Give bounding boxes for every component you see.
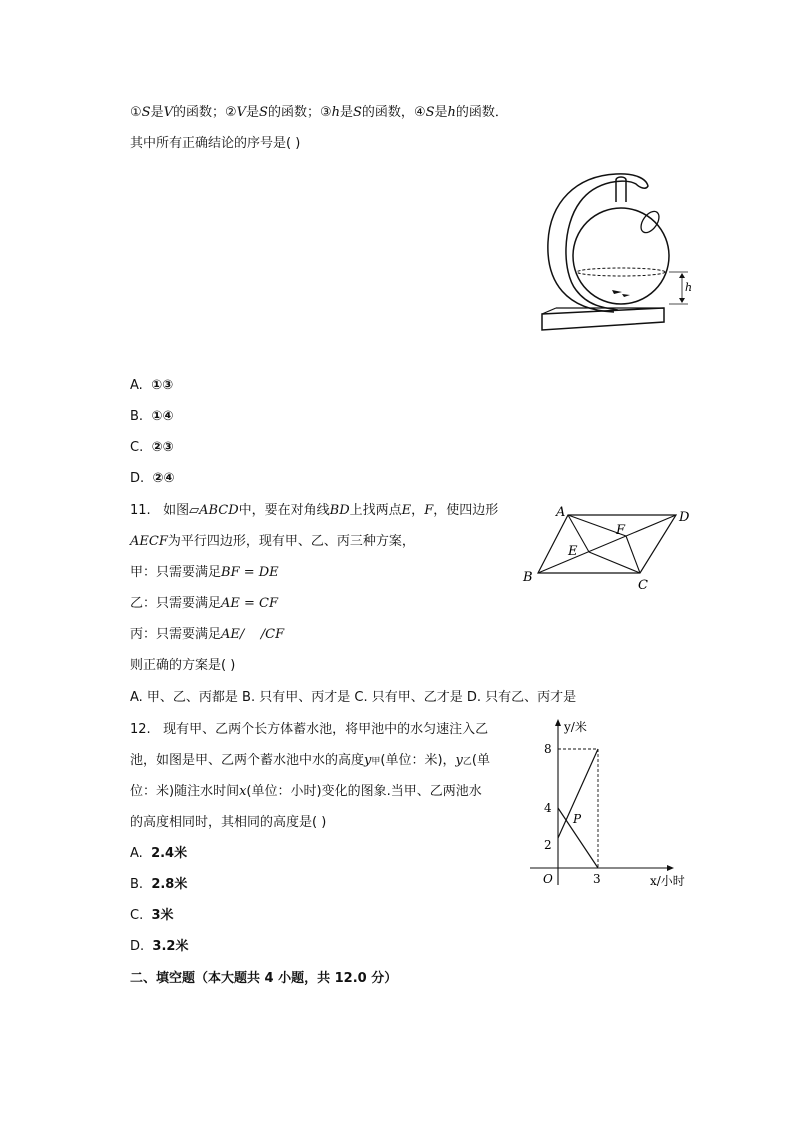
intersection-point-label: P [573, 812, 582, 826]
point-f-label: F [616, 523, 626, 538]
diagonal-bd [538, 515, 676, 573]
q10-statements: ①S是V的函数；②V是S的函数；③h是S的函数，④S是h的函数． [130, 105, 508, 120]
q11-options[interactable]: A. 甲、乙、丙都是 B. 只有甲、丙才是 C. 只有甲、乙才是 D. 只有乙、丙才是 [130, 690, 577, 705]
q10-option-a[interactable]: A. ①③ [130, 378, 174, 393]
section-heading: 二、填空题（本大题共 4 小题，共 12.0 分） [130, 971, 398, 986]
q12-line2: 池，如图是甲、乙两个蓄水池中水的高度y甲(单位：米)，y乙(单 [130, 753, 490, 768]
q11-line1: 11. 如图▱ABCD中，要在对角线BD上找两点E，F，使四边形 [130, 503, 499, 518]
q12-line3: 位：米)随注水时间x(单位：小时)变化的图象.当甲、乙两池水 [130, 784, 482, 799]
flask-figure [536, 172, 696, 342]
q12-line4: 的高度相同时，其相同的高度是( ) [130, 815, 327, 830]
stand-arm [548, 174, 648, 312]
statement-mark: ③ [319, 105, 332, 120]
vertex-c-label: C [638, 578, 648, 593]
q11-plan-jia: 甲：只需要满足BF = DE [130, 565, 279, 580]
q11-plan-yi: 乙：只需要满足AE = CF [130, 596, 279, 611]
statement-mark: ④ [413, 105, 426, 120]
x-axis-arrow-icon [667, 865, 674, 871]
q12-option-d[interactable]: D. 3.2米 [130, 939, 189, 954]
origin-label: O [543, 872, 553, 886]
q12-option-c[interactable]: C. 3米 [130, 908, 174, 923]
vertex-a-label: A [556, 505, 566, 520]
y-tick-4: 4 [544, 801, 552, 815]
y-tick-8: 8 [544, 742, 552, 756]
water-surface [577, 268, 665, 276]
vertex-d-label: D [679, 510, 690, 525]
flask-body [573, 208, 669, 304]
q10-option-c[interactable]: C. ②③ [130, 440, 174, 455]
statement-mark: ② [224, 105, 237, 120]
y-axis-label: y/米 [564, 720, 587, 734]
question-number: 11. [130, 503, 151, 518]
y-axis-arrow-icon [555, 719, 561, 726]
x-tick-3: 3 [593, 872, 601, 886]
q10-prompt: 其中所有正确结论的序号是( ) [130, 136, 301, 151]
vertex-b-label: B [523, 570, 533, 585]
parallelogram-figure [516, 503, 696, 595]
fish-icon [612, 290, 630, 297]
q12-option-b[interactable]: B. 2.8米 [130, 877, 188, 892]
q10-option-b[interactable]: B. ①④ [130, 409, 174, 424]
q10-option-d[interactable]: D. ②④ [130, 471, 175, 486]
point-e-label: E [568, 544, 578, 559]
q12-option-a[interactable]: A. 2.4米 [130, 846, 188, 861]
x-axis-label: x/小时 [650, 874, 685, 888]
q12-line1: 12. 现有甲、乙两个长方体蓄水池，将甲池中的水匀速注入乙 [130, 722, 489, 737]
question-number: 12. [130, 722, 151, 737]
q11-prompt: 则正确的方案是( ) [130, 658, 236, 673]
height-label: h [685, 281, 693, 294]
statement-mark: ① [130, 105, 142, 120]
q11-plan-bing: 丙：只需要满足AE/ /CF [130, 627, 285, 642]
y-tick-2: 2 [544, 838, 552, 852]
water-height-graph [524, 715, 694, 895]
q11-line2: AECF为平行四边形，现有甲、乙、丙三种方案， [130, 534, 415, 549]
